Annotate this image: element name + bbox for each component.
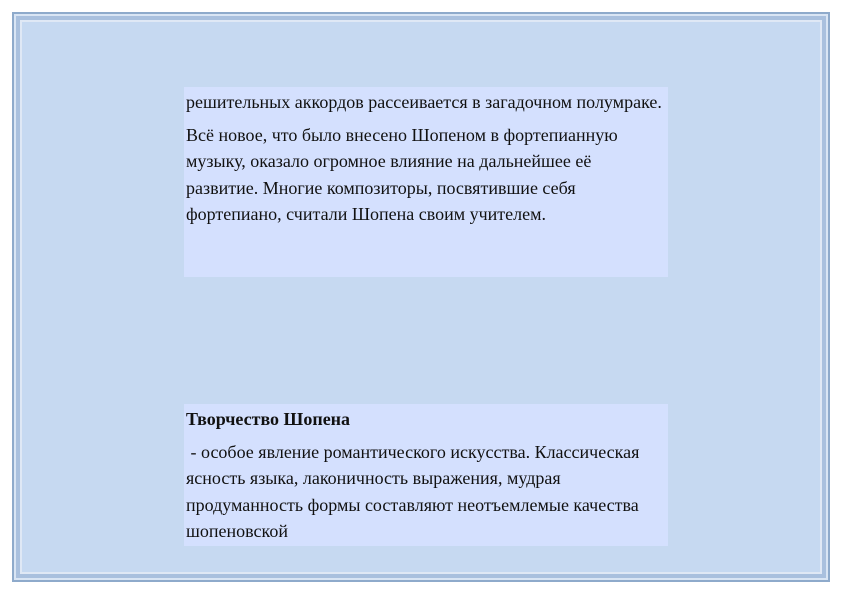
- text-box-lower: [184, 404, 668, 546]
- paragraph-continuation: решительных аккордов рассеивается в загадочном полумраке.: [186, 92, 662, 112]
- text-box-upper: [184, 87, 668, 277]
- slide: [12, 12, 830, 582]
- paragraph-influence: Всё новое, что было внесено Шопеном в фортепианную музыку, оказало огромное влияние на дальнейшее её развитие. Многие композиторы, посвятившие себя фортепиано, считали Шопена своим учителем.: [186, 124, 618, 224]
- paragraph-description: - особое явление романтического искусства. Классическая ясность языка, лаконичность выражения, мудрая продуманность формы составляют неотъемлемые качества шопеновской: [186, 441, 644, 541]
- section-heading: Творчество Шопена: [186, 409, 351, 429]
